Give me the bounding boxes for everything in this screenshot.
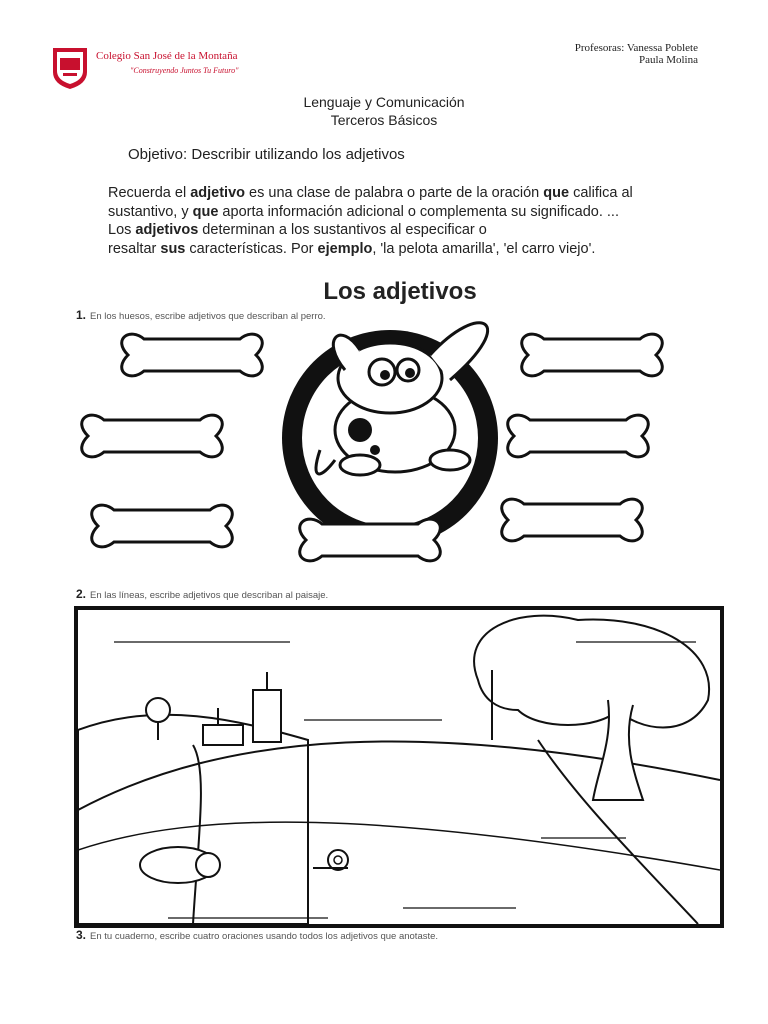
- landscape-frame: [74, 606, 724, 928]
- dog-illustration: [282, 323, 498, 546]
- teacher-line-1: Profesoras: Vanessa Poblete: [574, 42, 698, 54]
- landscape-illustration: [78, 610, 720, 924]
- bones-activity: [60, 310, 740, 580]
- bone-1: [122, 334, 263, 376]
- instruction-1: 1. En los huesos, escribe adjetivos que describan al perro.: [76, 308, 326, 322]
- intro-paragraph: Recuerda el adjetivo es una clase de palabra o parte de la oración que califica al sustantivo, y que aporta información adicional o complementa su significado. ... Los adjetivos determinan a los sustantivos al especificar o resaltar sus características. Por ejemplo, 'la pelota amarilla', 'el carro viejo'.: [108, 185, 633, 257]
- objective: Objetivo: Describir utilizando los adjetivos: [128, 146, 405, 163]
- school-logo: [50, 44, 90, 90]
- instruction-2: 2. En las líneas, escribe adjetivos que describan al paisaje.: [76, 587, 329, 601]
- subject-title: Lenguaje y Comunicación: [303, 94, 465, 110]
- bone-6: [300, 519, 441, 561]
- bone-7: [502, 499, 643, 541]
- bone-3: [82, 415, 223, 457]
- worksheet-title: Los adjetivos: [323, 278, 477, 305]
- bone-4: [508, 415, 649, 457]
- bone-2: [522, 334, 663, 376]
- grade-title: Terceros Básicos: [330, 112, 438, 128]
- school-motto: "Construyendo Juntos Tu Futuro": [130, 66, 239, 75]
- school-name: Colegio San José de la Montaña: [96, 50, 238, 62]
- teacher-line-2: Paula Molina: [639, 54, 698, 66]
- instruction-3: 3. En tu cuaderno, escribe cuatro oraciones usando todos los adjetivos que anotaste.: [76, 928, 439, 942]
- bone-5: [92, 505, 233, 547]
